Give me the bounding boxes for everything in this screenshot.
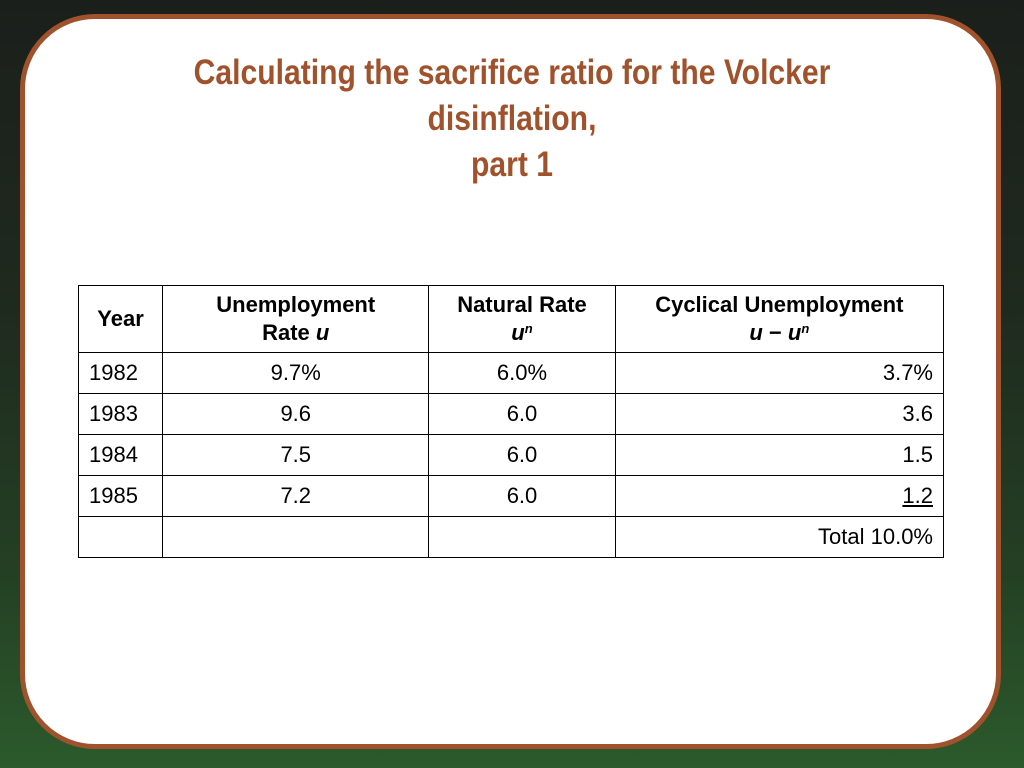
cell-natural: 6.0%: [429, 353, 615, 394]
cell-cyclical: 3.6: [615, 394, 943, 435]
header-unemployment-line1: Unemployment: [216, 292, 376, 317]
cell-year: 1983: [79, 394, 163, 435]
cell-natural: 6.0: [429, 476, 615, 517]
cell-unemployment: 7.2: [163, 476, 429, 517]
unemployment-table: [78, 285, 944, 558]
cell-unemployment: 7.5: [163, 435, 429, 476]
header-year: Year: [79, 286, 163, 353]
cell-cyclical: 3.7%: [615, 353, 943, 394]
empty-cell: [429, 517, 615, 558]
cell-year: 1984: [79, 435, 163, 476]
slide-title: [106, 50, 918, 188]
cell-cyclical-value: 1.2: [902, 483, 933, 508]
table-row: [79, 394, 944, 435]
header-cyclical-unemployment: [615, 286, 943, 353]
cell-total: Total 10.0%: [615, 517, 943, 558]
cell-natural: 6.0: [429, 435, 615, 476]
table-header-row: [79, 286, 944, 353]
header-cyclical-superscript: n: [801, 321, 810, 336]
cell-cyclical: [615, 476, 943, 517]
empty-cell: [163, 517, 429, 558]
header-natural-superscript: n: [524, 321, 533, 336]
header-cyclical-symbol-u: u: [749, 320, 763, 345]
empty-cell: [79, 517, 163, 558]
header-cyclical-symbol-u2: u: [787, 320, 802, 345]
header-natural-line1: Natural Rate: [457, 292, 587, 317]
header-unemployment-rate: [163, 286, 429, 353]
header-unemployment-line2: Rate: [262, 320, 316, 345]
header-natural-symbol: u: [511, 320, 525, 345]
cell-year: 1982: [79, 353, 163, 394]
header-cyclical-minus: −: [762, 320, 788, 345]
cell-cyclical: 1.5: [615, 435, 943, 476]
header-unemployment-symbol: u: [315, 320, 330, 345]
cell-year: 1985: [79, 476, 163, 517]
slide-title-line-1: Calculating the sacrifice ratio for the Volcker disinflation,: [193, 53, 831, 138]
cell-unemployment: 9.7%: [163, 353, 429, 394]
table-row: [79, 435, 944, 476]
cell-natural: 6.0: [429, 394, 615, 435]
table-total-row: [79, 517, 944, 558]
table-row: [79, 476, 944, 517]
header-cyclical-line1: Cyclical Unemployment: [655, 292, 904, 317]
table-row: [79, 353, 944, 394]
header-natural-rate: [429, 286, 615, 353]
cell-unemployment: 9.6: [163, 394, 429, 435]
slide-title-line-2: part 1: [471, 145, 553, 184]
